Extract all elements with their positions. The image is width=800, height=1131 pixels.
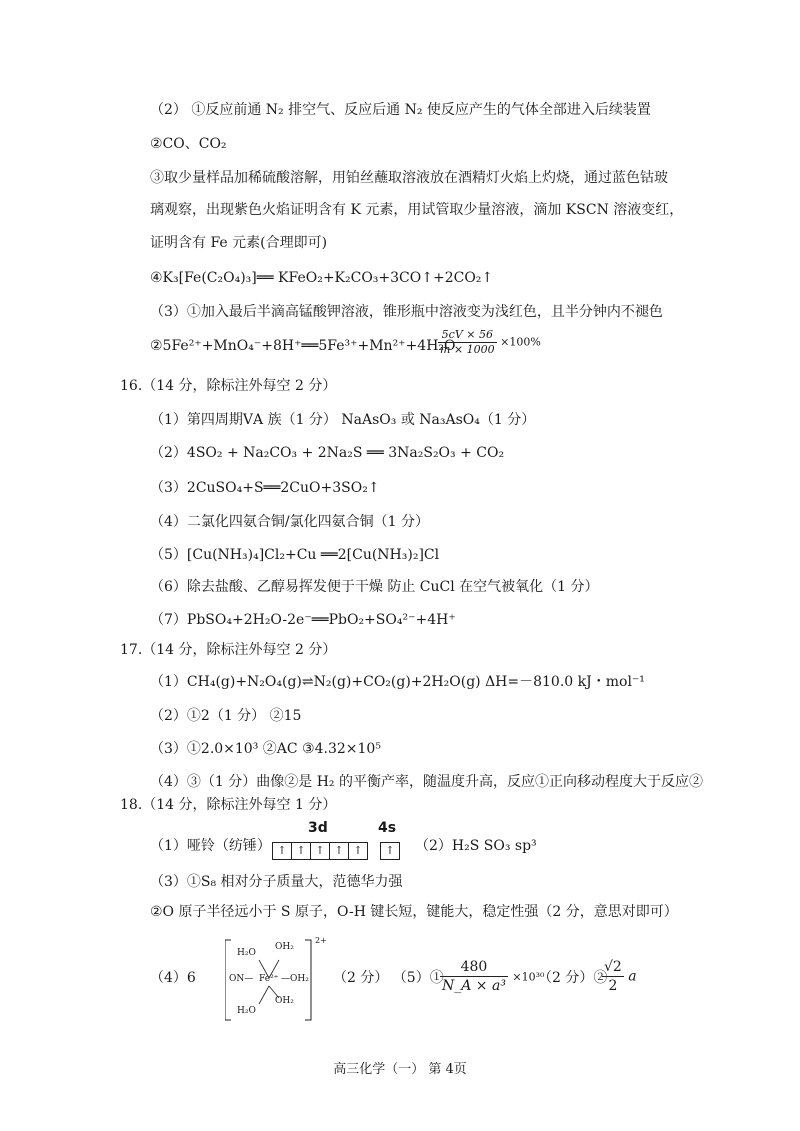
central-ion-label: Fe²⁺	[259, 974, 279, 984]
equation-line: （7）PbSO₄+2H₂O-2e⁻══PbO₂+SO₄²⁻+4H⁺	[150, 612, 456, 628]
page-footer: 高三化学（一） 第 4页	[333, 1062, 467, 1077]
answer-line: （4）二氯化四氨合铜/氯化四氨合铜（1 分）	[150, 514, 429, 530]
answer-line: （3）①2.0×10³ ②AC ③4.32×10⁵	[150, 741, 381, 757]
question-header: 17.（14 分，除标注外每空 2 分）	[120, 642, 337, 658]
fraction-expression: $\frac{480}{\text{N\_A × a³}}$ ×10³⁰	[442, 959, 545, 994]
equation-line: ④K₃[Fe(C₂O₄)₃]══ KFeO₂+K₂CO₃+3CO↑+2CO₂↑	[150, 270, 494, 286]
orbital-box: ↑	[348, 842, 368, 860]
answer-line: （2）①2（1 分） ②15	[150, 708, 302, 724]
answer-line: （2） ①反应前通 N₂ 排空气、反应后通 N₂ 使反应产生的气体全部进入后续装置	[150, 102, 651, 118]
answer-line: （6）除去盐酸、乙醇易挥发便于干燥 防止 CuCl 在空气被氧化（1 分）	[150, 579, 599, 595]
complex-structure	[225, 938, 325, 1023]
ligand-label: H₂O	[237, 948, 256, 958]
answer-line: 璃观察，出现紫色火焰证明含有 K 元素，用试管取少量溶液，滴加 KSCN 溶液变红，	[150, 202, 684, 218]
fraction-expression: $\frac{√2}{2}$ a	[604, 959, 637, 994]
equation-line: （5）[Cu(NH₃)₄]Cl₂+Cu ══2[Cu(NH₃)₂]Cl	[150, 547, 440, 563]
equation-line: （2）4SO₂ + Na₂CO₃ + 2Na₂S ══ 3Na₂S₂O₃ + CO₂	[150, 445, 505, 461]
orbital-diagram	[270, 822, 410, 862]
ligand-label: H₂O	[237, 1006, 256, 1016]
equation-line: ②5Fe²⁺+MnO₄⁻+8H⁺══5Fe³⁺+Mn²⁺+4H₂O	[150, 338, 456, 354]
orbital-box: ↑	[310, 842, 330, 860]
answer-line: ②O 原子半径远小于 S 原子，O-H 键长短，键能大，稳定性强（2 分，意思对即可）	[150, 904, 678, 920]
answer-line: （3）①S₈ 相对分子质量大，范德华力强	[150, 874, 403, 890]
question-header: 18.（14 分，除标注外每空 1 分）	[120, 797, 337, 813]
answer-line: （2）H₂S SO₃ sp³	[415, 838, 537, 854]
orbital-label-3d: 3d	[308, 820, 328, 836]
answer-line: ③取少量样品加稀硫酸溶解，用铂丝蘸取溶液放在酒精灯火焰上灼烧，通过蓝色钴玻	[150, 170, 668, 186]
ligand-label: —OH₂	[281, 974, 309, 984]
ligand-label: OH₂	[275, 942, 294, 952]
answer-line: （4）③（1 分）曲像②是 H₂ 的平衡产率，随温度升高，反应①正向移动程度大于反应②	[150, 774, 703, 790]
ligand-label: ON—	[229, 974, 254, 984]
orbital-box: ↑	[272, 842, 292, 860]
answer-line: （1）哑铃（纺锤）	[150, 838, 271, 854]
question-header: 16.（14 分，除标注外每空 2 分）	[120, 378, 337, 394]
fraction-expression: $\frac{5cV \times 56}{m \times 1000}$ ×100%	[440, 328, 541, 356]
answer-line: （2 分） （5）①	[333, 970, 444, 986]
orbital-box: ↑	[380, 842, 400, 860]
answer-line: 证明含有 Fe 元素(合理即可)	[150, 235, 328, 251]
answer-line: （4）6	[150, 970, 196, 986]
answer-line: （2 分）②	[538, 970, 608, 986]
answer-line: （1）第四周期ⅤA 族（1 分） NaAsO₃ 或 Na₃AsO₄（1 分）	[150, 412, 536, 428]
orbital-box: ↑	[291, 842, 311, 860]
answer-line: ②CO、CO₂	[150, 136, 227, 152]
orbital-box: ↑	[329, 842, 349, 860]
charge-label: 2+	[315, 936, 327, 945]
orbital-label-4s: 4s	[378, 820, 397, 836]
equation-line: （1）CH₄(g)+N₂O₄(g)⇌N₂(g)+CO₂(g)+2H₂O(g) ΔH=－810.0 kJ・mol⁻¹	[150, 674, 645, 690]
answer-line: （3）①加入最后半滴高锰酸钾溶液，锥形瓶中溶液变为浅红色，且半分钟内不褪色	[150, 304, 663, 320]
ligand-label: OH₂	[275, 996, 294, 1006]
equation-line: （3）2CuSO₄+S══2CuO+3SO₂↑	[150, 480, 380, 496]
